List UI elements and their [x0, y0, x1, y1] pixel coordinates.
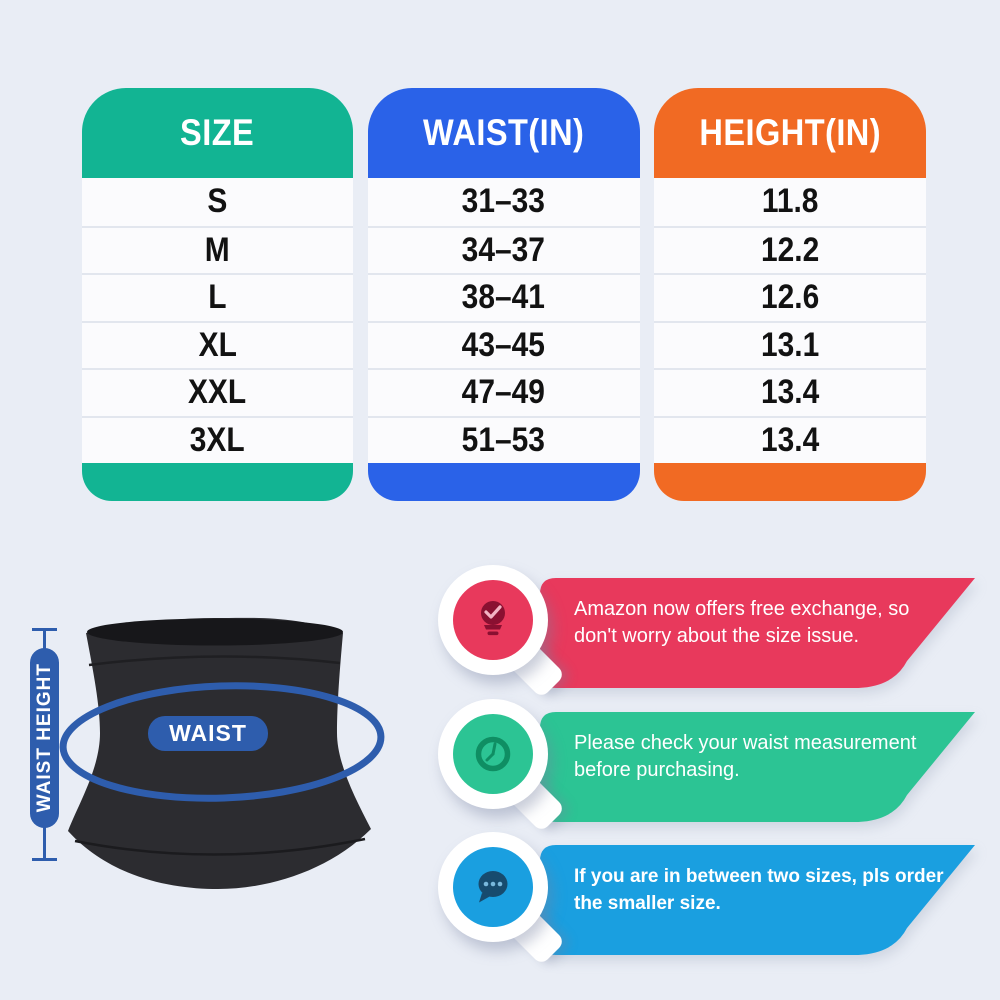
- size-column-header-label: SIZE: [180, 112, 255, 153]
- note-line-1: If you are in between two sizes, pls order: [574, 866, 944, 887]
- table-cell: 12.6: [654, 273, 926, 321]
- waist-height-label: WAIST HEIGHT: [33, 663, 55, 813]
- note-free-exchange: [438, 565, 998, 710]
- table-cell: 38–41: [368, 273, 640, 321]
- size-column: [82, 88, 353, 501]
- note-icon-circle: [453, 714, 533, 794]
- table-cell: 12.2: [654, 226, 926, 274]
- table-cell: 13.4: [654, 368, 926, 416]
- size-column-footer: [82, 463, 353, 501]
- trainer-top-opening: [87, 619, 343, 646]
- table-cell: M: [82, 226, 353, 274]
- chat-dots-icon: [471, 865, 515, 909]
- height-column-header: [654, 88, 926, 178]
- note-text: [574, 730, 974, 784]
- table-cell: 13.4: [654, 416, 926, 464]
- note-check-measurement: [438, 699, 998, 844]
- measure-cap-bottom: [32, 858, 57, 861]
- size-column-cells: [82, 178, 353, 463]
- table-cell: L: [82, 273, 353, 321]
- table-cell: 34–37: [368, 226, 640, 274]
- size-column-header: [82, 88, 353, 178]
- waist-column-footer: [368, 463, 640, 501]
- note-line-2: don't worry about the size issue.: [574, 625, 860, 647]
- table-cell: XXL: [82, 368, 353, 416]
- note-text: [574, 863, 974, 917]
- waist-column-cells: [368, 178, 640, 463]
- table-cell: 13.1: [654, 321, 926, 369]
- table-cell: 43–45: [368, 321, 640, 369]
- clock-icon: [471, 732, 515, 776]
- waist-column-header-label: WAIST(IN): [422, 112, 585, 153]
- waist-band-pill: [148, 716, 268, 751]
- table-cell: 11.8: [654, 178, 926, 226]
- table-cell: 47–49: [368, 368, 640, 416]
- waist-column: [368, 88, 640, 501]
- height-column-cells: [654, 178, 926, 463]
- note-icon-circle: [453, 580, 533, 660]
- note-icon-circle: [453, 847, 533, 927]
- waist-column-header: [368, 88, 640, 178]
- table-cell: 31–33: [368, 178, 640, 226]
- table-cell: XL: [82, 321, 353, 369]
- lightbulb-check-icon: [471, 598, 515, 642]
- size-chart-table: [82, 88, 926, 501]
- note-between-sizes: [438, 832, 998, 977]
- note-text: [574, 596, 974, 650]
- table-cell: 51–53: [368, 416, 640, 464]
- height-column: [654, 88, 926, 501]
- waist-trainer-illustration: [55, 605, 400, 900]
- note-line-2: before purchasing.: [574, 759, 740, 781]
- note-line-2: the smaller size.: [574, 893, 721, 914]
- height-column-header-label: HEIGHT(IN): [699, 112, 881, 153]
- waist-band-label: WAIST: [169, 720, 247, 746]
- note-line-1: Please check your waist measurement: [574, 732, 917, 754]
- table-cell: 3XL: [82, 416, 353, 464]
- table-cell: S: [82, 178, 353, 226]
- note-line-1: Amazon now offers free exchange, so: [574, 598, 910, 620]
- height-column-footer: [654, 463, 926, 501]
